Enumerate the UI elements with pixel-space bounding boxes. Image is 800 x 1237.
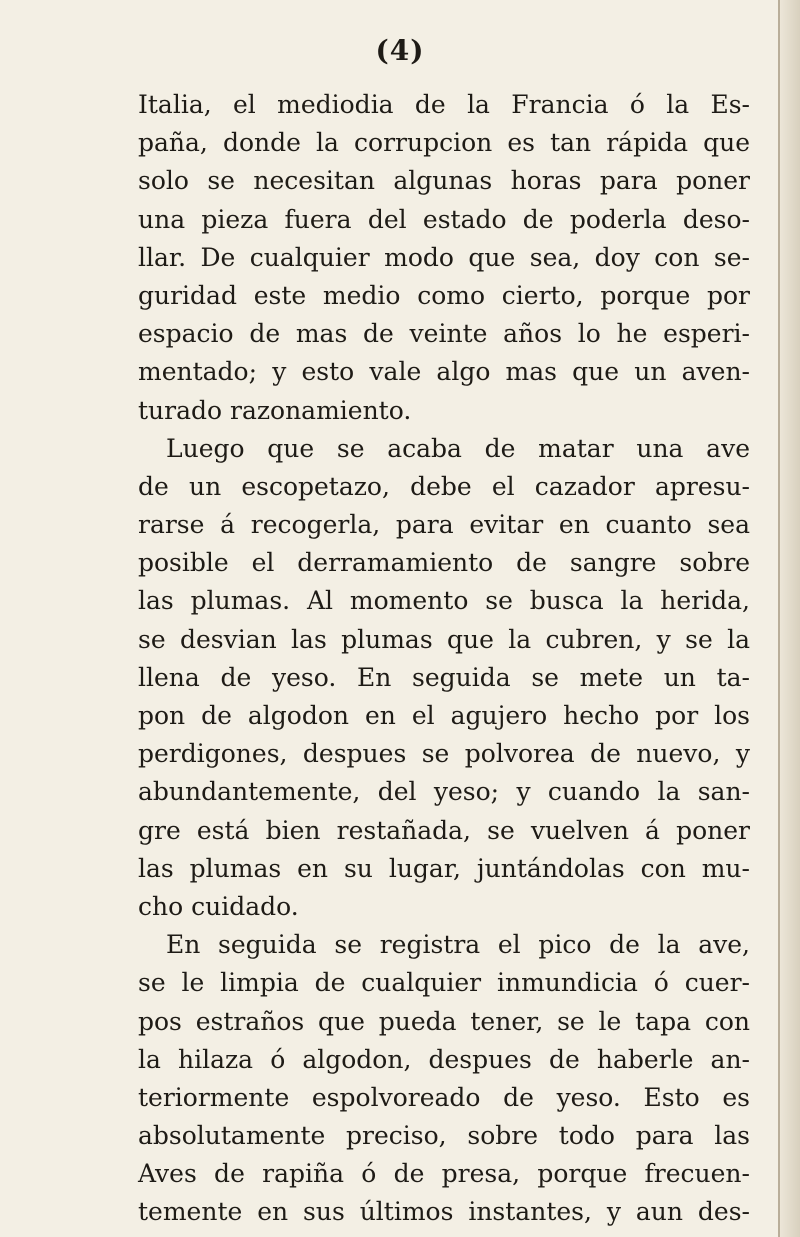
text-line: posible el derramamiento de sangre sobre: [138, 548, 750, 578]
text-line: abundantemente, del yeso; y cuando la san-: [138, 777, 750, 807]
text-line: llena de yeso. En seguida se mete un ta-: [138, 662, 750, 692]
text-line: solo se necesitan algunas horas para poner: [138, 166, 750, 196]
text-line: una pieza fuera del estado de poderla deso-: [138, 204, 750, 234]
page-number: (4): [375, 34, 425, 67]
page-edge: [778, 0, 800, 1237]
text-line: paña, donde la corrupcion es tan rápida que: [138, 128, 750, 158]
paragraph-start-line: En seguida se registra el pico de la ave,: [166, 930, 750, 960]
text-line: las plumas en su lugar, juntándolas con mu-: [138, 853, 750, 883]
body-text: [138, 86, 750, 1232]
text-line: mentado; y esto vale algo mas que un aven-: [138, 357, 750, 387]
text-line: Aves de rapiña ó de presa, porque frecuen-: [138, 1159, 750, 1189]
text-line: pos estraños que pueda tener, se le tapa con: [138, 1006, 750, 1036]
text-line: temente en sus últimos instantes, y aun des-: [138, 1197, 750, 1227]
text-line: turado razonamiento.: [138, 395, 412, 425]
text-line: Italia, el mediodia de la Francia ó la Es-: [138, 90, 750, 119]
text-line: pon de algodon en el agujero hecho por los: [138, 701, 750, 730]
text-line: espacio de mas de veinte años lo he esperi-: [138, 319, 750, 349]
text-line: de un escopetazo, debe el cazador apresu-: [138, 471, 750, 501]
paragraph-start-line: Luego que se acaba de matar una ave: [166, 433, 750, 463]
text-line: las plumas. Al momento se busca la herida,: [138, 586, 750, 616]
text-line: la hilaza ó algodon, despues de haberle an-: [138, 1044, 750, 1074]
text-line: perdigones, despues se polvorea de nuevo, y: [138, 739, 750, 769]
text-line: gre está bien restañada, se vuelven á poner: [138, 815, 750, 845]
text-line: teriormente espolvoreado de yeso. Esto es: [138, 1082, 750, 1112]
text-line: absolutamente preciso, sobre todo para las: [138, 1121, 750, 1151]
text-line: se le limpia de cualquier inmundicia ó cuer-: [138, 968, 750, 998]
text-line: guridad este medio como cierto, porque por: [138, 280, 750, 310]
text-line: rarse á recogerla, para evitar en cuanto sea: [138, 510, 750, 540]
text-line: llar. De cualquier modo que sea, doy con se-: [138, 242, 750, 272]
text-line: se desvian las plumas que la cubren, y se la: [138, 624, 750, 654]
text-line: cho cuidado.: [138, 891, 299, 921]
